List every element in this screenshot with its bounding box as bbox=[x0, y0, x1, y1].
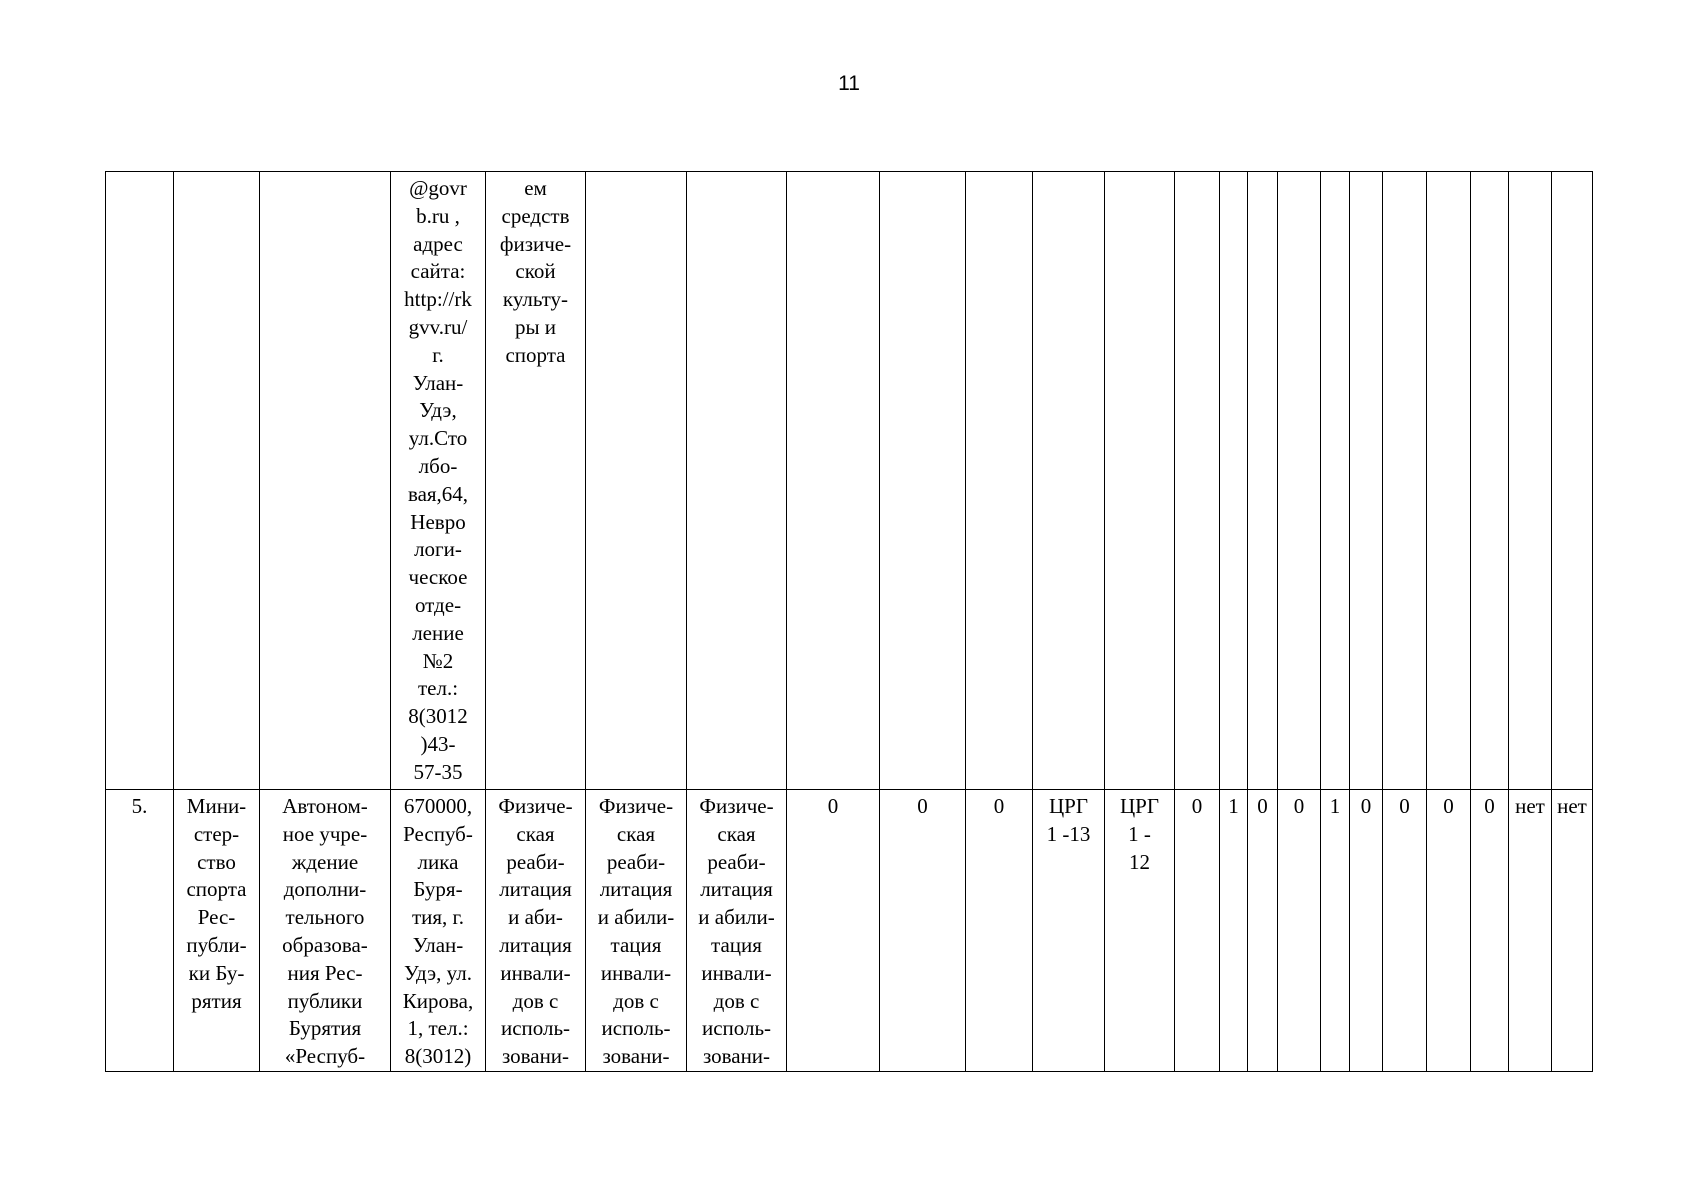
cell-group: ЦРГ 1 -13 bbox=[1033, 790, 1105, 1072]
cell-value: 1 bbox=[1321, 790, 1350, 1072]
cell-ministry: Мини- стер- ство спорта Рес- публи- ки Бу- рятия bbox=[174, 790, 260, 1072]
cell-value: 0 bbox=[1278, 790, 1321, 1072]
table-row-continued bbox=[106, 172, 1593, 790]
cell-value bbox=[787, 172, 880, 790]
cell-service-2 bbox=[586, 172, 687, 790]
cell-ministry bbox=[174, 172, 260, 790]
cell-address: 670000, Респуб- лика Буря- тия, г. Улан- Удэ, ул. Кирова, 1, тел.: 8(3012) bbox=[391, 790, 486, 1072]
cell-value bbox=[1383, 172, 1427, 790]
cell-value: 0 bbox=[1471, 790, 1509, 1072]
cell-value: 0 bbox=[1383, 790, 1427, 1072]
cell-value bbox=[1248, 172, 1278, 790]
cell-service-1: Физиче- ская реаби- литация и аби- литация инвали- дов с исполь- зовани- bbox=[486, 790, 586, 1072]
cell-service-2: Физиче- ская реаби- литация и абили- тация инвали- дов с исполь- зовани- bbox=[586, 790, 687, 1072]
cell-group bbox=[1105, 172, 1175, 790]
cell-value: 0 bbox=[880, 790, 966, 1072]
cell-service-3 bbox=[687, 172, 787, 790]
cell-flag bbox=[1509, 172, 1552, 790]
cell-value: 0 bbox=[1427, 790, 1471, 1072]
cell-value bbox=[1321, 172, 1350, 790]
cell-number bbox=[106, 172, 174, 790]
cell-value bbox=[1278, 172, 1321, 790]
cell-flag: нет bbox=[1509, 790, 1552, 1072]
cell-value: 0 bbox=[1248, 790, 1278, 1072]
cell-flag bbox=[1552, 172, 1593, 790]
cell-value bbox=[1427, 172, 1471, 790]
cell-value bbox=[1220, 172, 1248, 790]
cell-value: 0 bbox=[1350, 790, 1383, 1072]
cell-organization: Автоном- ное учре- ждение дополни- тельного образова- ния Рес- публики Бурятия «Респуб- bbox=[260, 790, 391, 1072]
cell-value: 0 bbox=[966, 790, 1033, 1072]
cell-organization bbox=[260, 172, 391, 790]
cell-value: 0 bbox=[1175, 790, 1220, 1072]
cell-service-3: Физиче- ская реаби- литация и абили- тация инвали- дов с исполь- зовани- bbox=[687, 790, 787, 1072]
cell-group bbox=[1033, 172, 1105, 790]
cell-value bbox=[1175, 172, 1220, 790]
cell-address: @govr b.ru , адрес сайта: http://rk gvv.ru/ г. Улан- Удэ, ул.Сто лбо- вая,64, Невро логи- ческое отде- ление №2 тел.: 8(3012 )43- 57-35 bbox=[391, 172, 486, 790]
cell-value bbox=[966, 172, 1033, 790]
cell-value bbox=[880, 172, 966, 790]
cell-value: 0 bbox=[787, 790, 880, 1072]
page-number: 11 bbox=[838, 72, 860, 95]
cell-value bbox=[1350, 172, 1383, 790]
cell-value: 1 bbox=[1220, 790, 1248, 1072]
cell-flag: нет bbox=[1552, 790, 1593, 1072]
table-row-5 bbox=[106, 790, 1593, 1072]
register-table bbox=[105, 171, 1593, 1072]
cell-group: ЦРГ 1 - 12 bbox=[1105, 790, 1175, 1072]
cell-value bbox=[1471, 172, 1509, 790]
cell-number: 5. bbox=[106, 790, 174, 1072]
cell-service-1: ем средств физиче- ской культу- ры и спорта bbox=[486, 172, 586, 790]
